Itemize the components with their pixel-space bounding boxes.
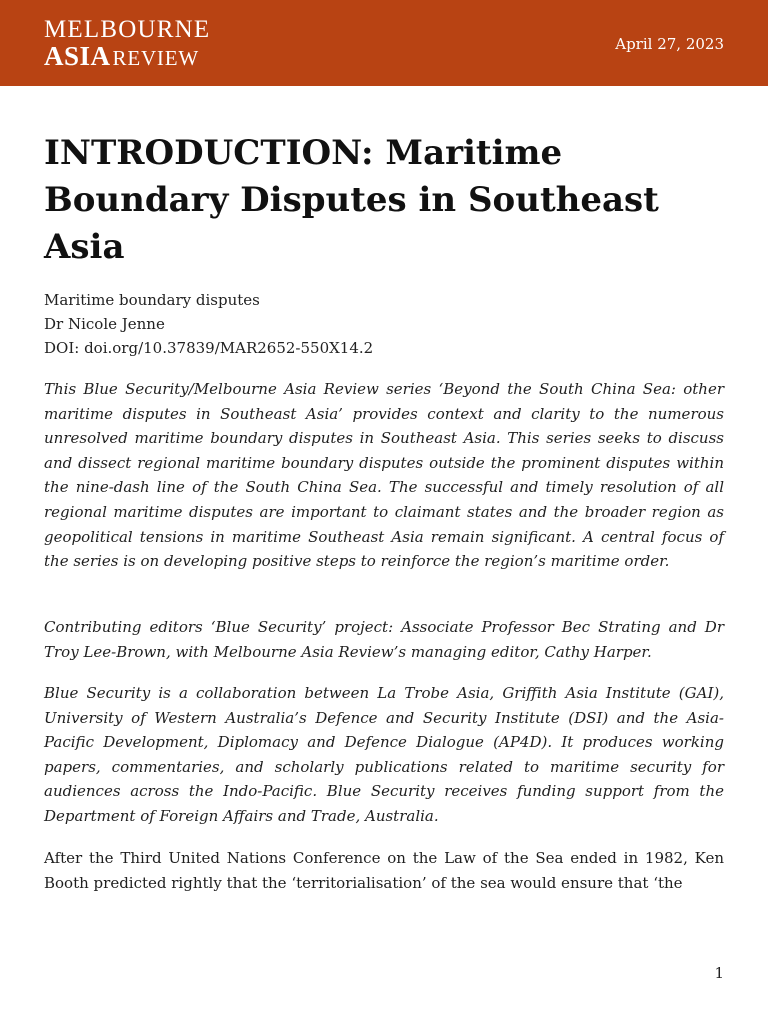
body-paragraph: After the Third United Nations Conference on the Law of the Sea ended in 1982, Ken Booth predicted rightly that the ‘territorialisation’ of the sea would ensure that ‘the [44,849,724,892]
article-author: Dr Nicole Jenne [44,315,165,333]
article-category: Maritime boundary disputes [44,291,260,309]
melbourne-asia-review-logo[interactable] [44,17,210,70]
header-bar [0,0,768,86]
article-doi: DOI: doi.org/10.37839/MAR2652-550X14.2 [44,339,374,357]
publication-date: April 27, 2023 [615,35,724,53]
article-meta [44,288,724,360]
contributing-editors-paragraph: Contributing editors ‘Blue Security’ project: Associate Professor Bec Strating and Dr Troy Lee-Brown, with Melbourne Asia Review’s managing editor, Cathy Harper. [44,618,724,661]
logo-wordmark-melbourne: MELBOURNE [44,16,211,43]
series-intro-paragraph: This Blue Security/Melbourne Asia Review series ‘Beyond the South China Sea: other maritime disputes in Southeast Asia’ provides context and clarity to the numerous unresolved maritime boundary disputes in Southeast Asia. This series seeks to discuss and dissect regional maritime boundary disputes outside the prominent disputes within the nine-dash line of the South China Sea. The successful and timely resolution of all regional maritime disputes are important to claimant states and the broader region as geopolitical tensions in maritime Southeast Asia remain significant. A central focus of the series is on developing positive steps to reinforce the region’s maritime order. [44,380,724,571]
logo-wordmark-asia: ASIA [44,41,111,71]
logo-wordmark-review: REVIEW [112,46,199,70]
logo-wordmark-asia-review [44,43,210,70]
page-number: 1 [714,964,724,982]
page-title: INTRODUCTION: Maritime Boundary Disputes in Southeast Asia [44,133,659,267]
blue-security-paragraph: Blue Security is a collaboration between La Trobe Asia, Griffith Asia Institute (GAI), University of Western Australia’s Defence and Security Institute (DSI) and the Asia-Pacific Development, Diplomacy and Defence Dialogue (AP4D). It produces working papers, commentaries, and scholarly publications related to maritime security for audiences across the Indo-Pacific. Blue Security receives funding support from the Department of Foreign Affairs and Trade, Australia. [44,684,724,825]
